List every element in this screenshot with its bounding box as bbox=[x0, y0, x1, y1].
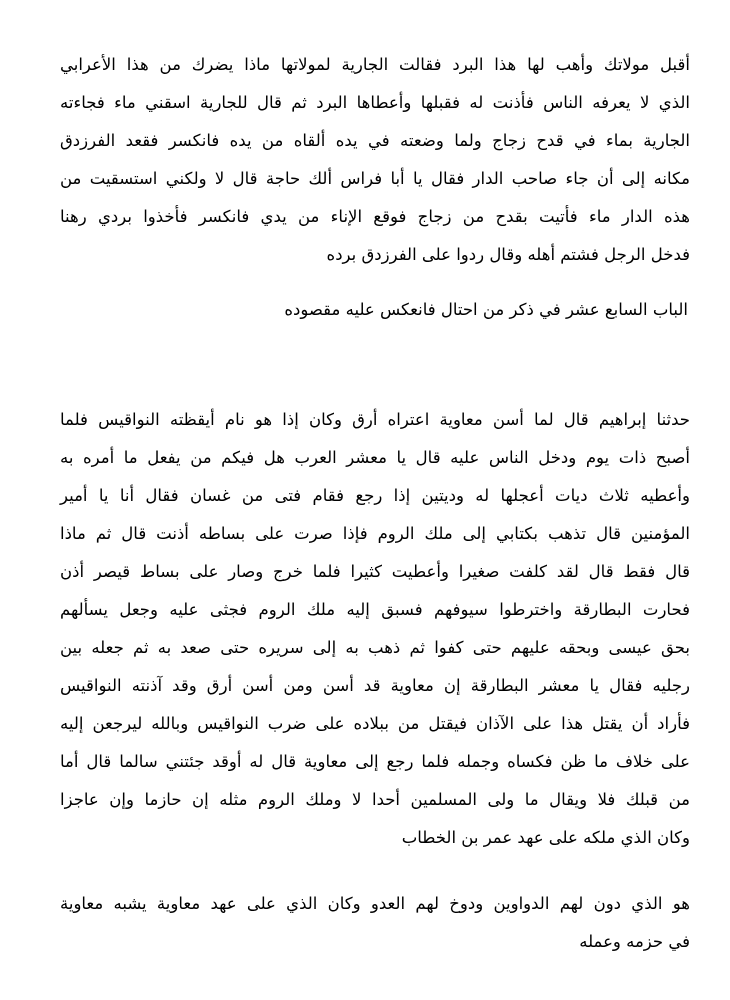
text-line: من قبلك فلا ويقال ما ولى المسلمين أحدا لا وملك الروم مثله إن حازما وإن عاجزا bbox=[60, 790, 690, 809]
text-line: أصبح ذات يوم ودخل الناس عليه قال يا معشر العرب هل فيكم من يفعل ما أمره به bbox=[60, 448, 690, 467]
paragraph-2 bbox=[60, 401, 690, 857]
text-line: الجارية بماء في قدح زجاج ولما وضعته في يده ألقاه من يده فانكسر فقعد الفرزدق bbox=[60, 131, 690, 150]
paragraph-1 bbox=[60, 46, 690, 274]
text-line: على خلاف ما ظن فكساه وجمله فلما رجع إلى معاوية قال له أوقد جئتني سالما قال أما bbox=[60, 752, 690, 771]
text-line: وأعطيه ثلاث ديات أعجلها له وديتين إذا رجع فقام فتى من غسان فقال أنا يا أمير bbox=[60, 486, 690, 505]
text-line: فحارت البطارقة واخترطوا سيوفهم فسبق إليه ملك الروم فجثى عليه وجعل يسألهم bbox=[60, 600, 690, 619]
text-line: حدثنا إبراهيم قال لما أسن معاوية اعتراه أرق وكان إذا هو نام أيقظته النواقيس فلما bbox=[60, 410, 690, 429]
text-line: قال فقط قال لقد كلفت صغيرا وأعطيت كثيرا فلما خرج وصار على بساط قيصر أذن bbox=[60, 562, 690, 581]
chapter-heading bbox=[60, 291, 690, 329]
text-line: هذه الدار ماء فأتيت بقدح من زجاج فوقع الإناء من يدي فانكسر فأخذوا بردي رهنا bbox=[60, 207, 690, 226]
text-line: فأراد أن يقتل هذا على الآذان فيقتل من ببلاده على ضرب النواقيس وبالله ليرجعن إليه bbox=[60, 714, 690, 733]
text-line: الذي لا يعرفه الناس فأذنت له فقبلها وأعطاها البرد ثم قال للجارية اسقني ماء فجاءته bbox=[60, 93, 690, 112]
text-line: رجليه فقال يا معشر البطارقة إن معاوية قد أسن ومن أسن أرق وقد آذنته النواقيس bbox=[60, 676, 690, 695]
text-line: في حزمه وعمله bbox=[579, 932, 690, 951]
paragraph-3 bbox=[60, 885, 690, 961]
text-line: المؤمنين قال تذهب بكتابي إلى ملك الروم فإذا صرت على بساطه أذنت قال ثم ماذا bbox=[60, 524, 690, 543]
text-line: أقبل مولاتك وأهب لها هذا البرد فقالت الجارية لمولاتها ماذا يضرك من هذا الأعرابي bbox=[60, 55, 690, 74]
text-line: وكان الذي ملكه على عهد عمر بن الخطاب bbox=[401, 828, 690, 847]
text-line: هو الذي دون لهم الدواوين ودوخ لهم العدو وكان الذي على عهد معاوية يشبه معاوية bbox=[60, 894, 690, 913]
text-line: مكانه إلى أن جاء صاحب الدار فقال يا أبا فراس ألك حاجة قال لا ولكني استسقيت من bbox=[60, 169, 690, 188]
text-line: فدخل الرجل فشتم أهله وقال ردوا على الفرزدق برده bbox=[326, 245, 690, 264]
text-line: بحق عيسى وبحقه عليهم حتى كفوا ثم ذهب به إلى سريره حتى صعد به ثم جعله بين bbox=[60, 638, 690, 657]
chapter-heading-text: الباب السابع عشر في ذكر من احتال فانعكس عليه مقصوده bbox=[284, 300, 688, 319]
